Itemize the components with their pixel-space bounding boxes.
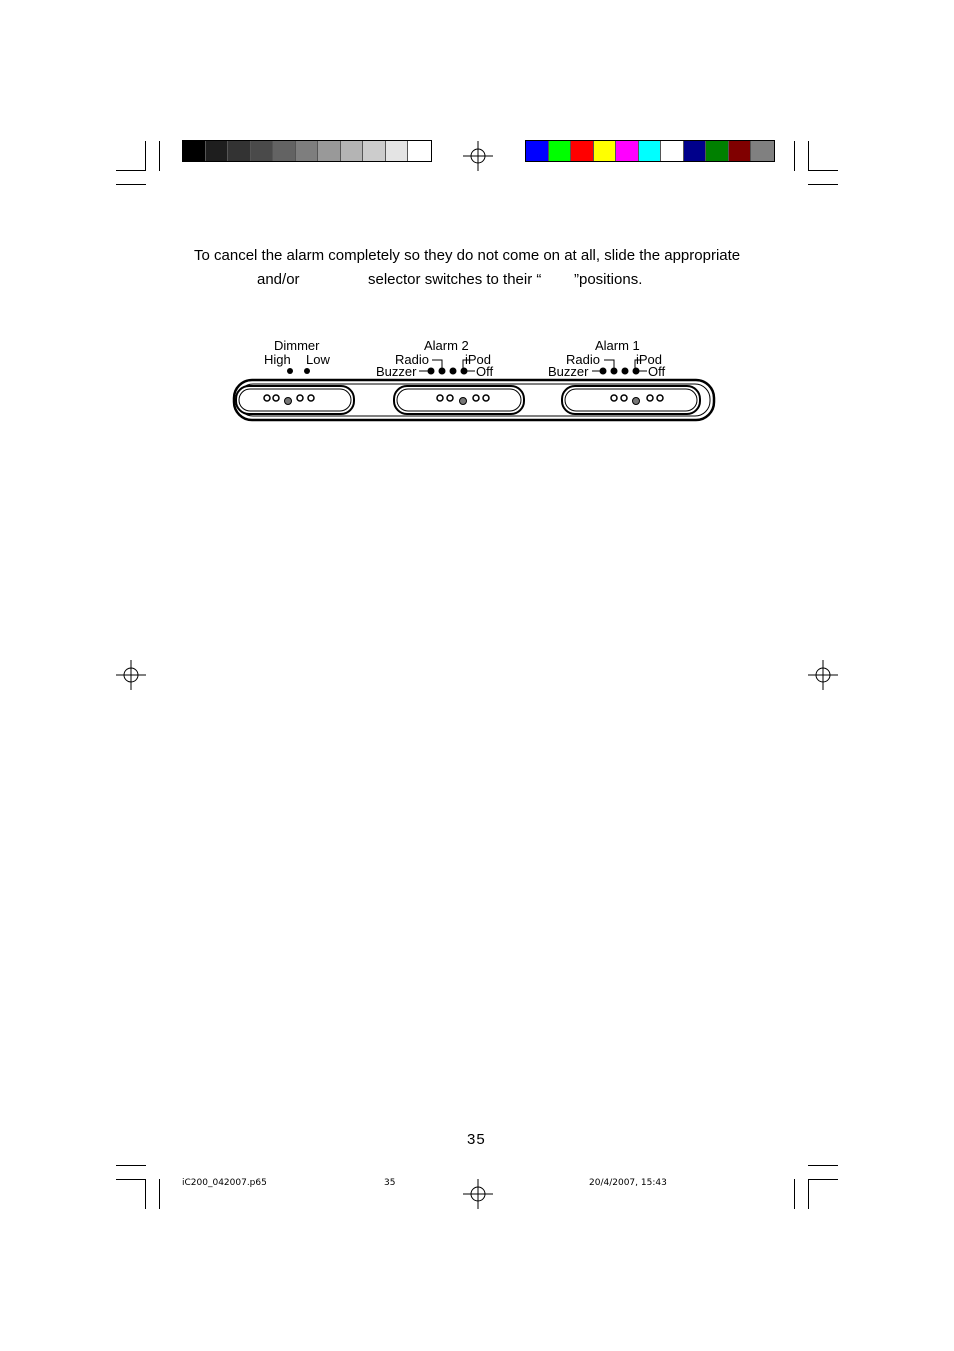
color-swatch-9 — [706, 141, 729, 161]
grayscale-swatch-3 — [228, 141, 251, 161]
color-swatch-1 — [526, 141, 549, 161]
alarm1-ipod-label: iPod — [636, 352, 663, 367]
registration-mark-right-icon — [808, 660, 838, 690]
dimmer-low-label: Low — [306, 352, 330, 367]
grayscale-swatch-1 — [183, 141, 206, 161]
alarm2-off-label: Off — [476, 364, 494, 379]
footer-filename: iC200_042007.p65 — [182, 1178, 267, 1188]
alarm2-buzzer-label: Buzzer — [376, 364, 417, 379]
grayscale-swatch-5 — [273, 141, 296, 161]
dimmer-title: Dimmer — [274, 338, 320, 353]
instruction-line-2-part-1: and/or — [257, 271, 300, 288]
dimmer-low-dot — [304, 368, 310, 374]
color-swatch-3 — [571, 141, 594, 161]
page-number: 35 — [467, 1131, 486, 1148]
alarm2-ipod-label: iPod — [465, 352, 492, 367]
grayscale-swatch-8 — [341, 141, 364, 161]
color-swatch-2 — [549, 141, 572, 161]
footer-page: 35 — [384, 1178, 396, 1188]
color-swatch-6 — [639, 141, 662, 161]
grayscale-swatch-2 — [206, 141, 229, 161]
alarm1-buzzer-label: Buzzer — [548, 364, 589, 379]
grayscale-swatch-7 — [318, 141, 341, 161]
dimmer-high-label: High — [264, 352, 291, 367]
alarm1-position-indicators — [592, 360, 647, 374]
alarm1-off-label: Off — [648, 364, 666, 379]
registration-mark-left-icon — [116, 660, 146, 690]
color-swatch-4 — [594, 141, 617, 161]
dimmer-high-dot — [287, 368, 293, 374]
footer-datetime: 20/4/2007, 15:43 — [589, 1178, 667, 1188]
alarm2-position-indicators — [419, 360, 475, 374]
alarm2-title: Alarm 2 — [424, 338, 469, 353]
registration-mark-top-icon — [463, 141, 493, 171]
registration-mark-bottom-icon — [463, 1179, 493, 1209]
alarm1-title: Alarm 1 — [595, 338, 640, 353]
grayscale-swatch-9 — [363, 141, 386, 161]
grayscale-swatch-10 — [386, 141, 409, 161]
color-bar — [525, 140, 775, 162]
alarm1-switch — [562, 386, 700, 414]
color-swatch-11 — [751, 141, 774, 161]
alarm1-radio-label: Radio — [566, 352, 600, 367]
instruction-line-2-part-3: ”positions. — [574, 271, 643, 288]
instruction-line-1: To cancel the alarm completely so they do not come on at all, slide the appropriate — [194, 247, 741, 264]
color-swatch-8 — [684, 141, 707, 161]
color-swatch-7 — [661, 141, 684, 161]
instruction-line-2-part-2: selector switches to their “ — [368, 271, 542, 288]
grayscale-bar — [182, 140, 432, 162]
grayscale-swatch-11 — [408, 141, 431, 161]
grayscale-swatch-4 — [251, 141, 274, 161]
alarm2-radio-label: Radio — [395, 352, 429, 367]
switch-panel-drawing — [230, 352, 720, 427]
color-swatch-10 — [729, 141, 752, 161]
color-swatch-5 — [616, 141, 639, 161]
alarm2-switch — [394, 386, 524, 414]
grayscale-swatch-6 — [296, 141, 319, 161]
dimmer-switch — [236, 386, 354, 414]
